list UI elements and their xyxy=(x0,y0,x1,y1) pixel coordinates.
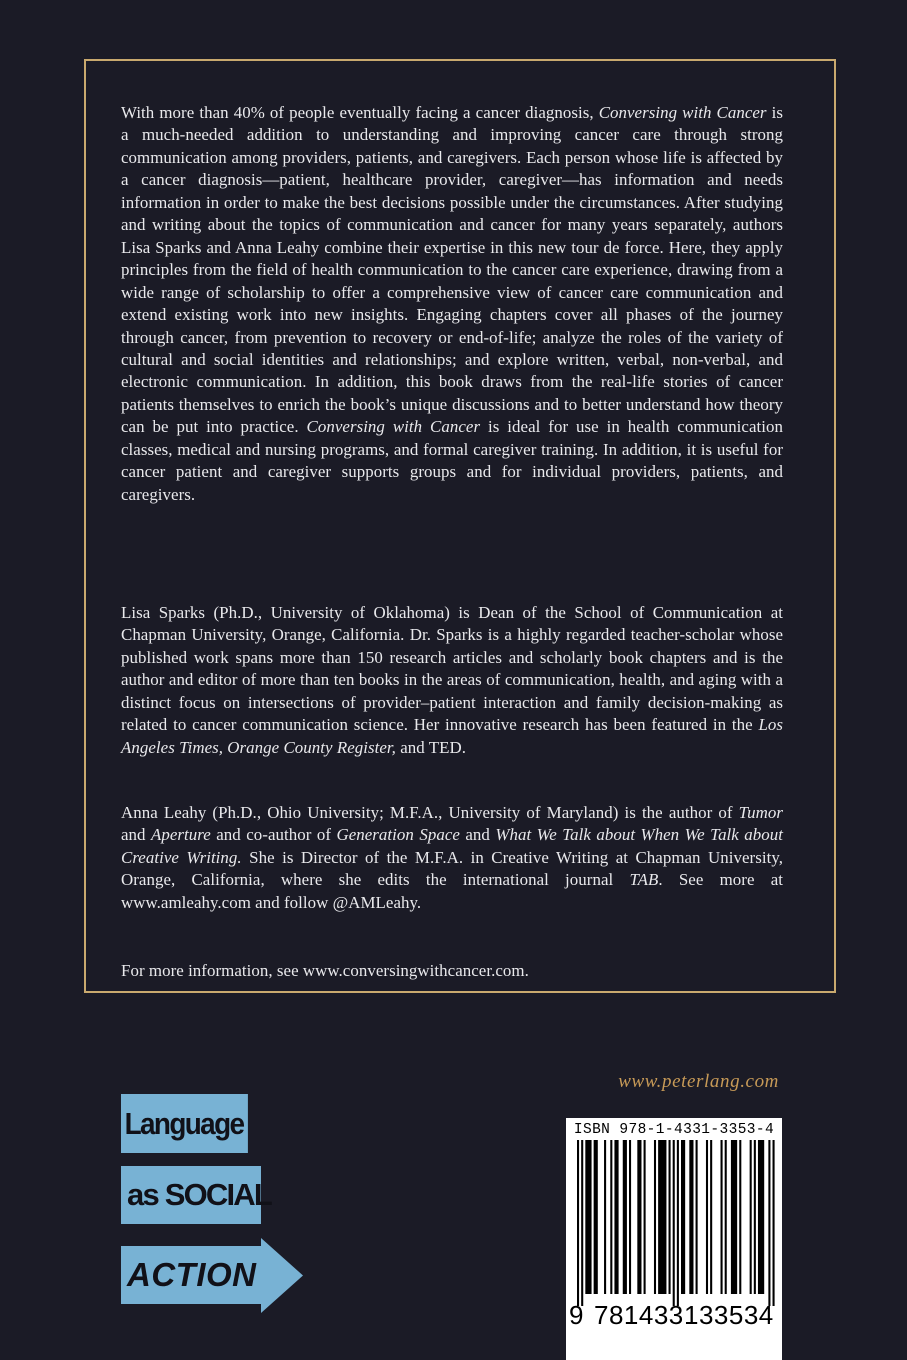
barcode-bar xyxy=(594,1140,598,1294)
barcode-bar xyxy=(710,1140,712,1294)
description-book-title-1: Conversing with Cancer xyxy=(598,103,767,122)
isbn-label: ISBN 978-1-4331-3353-4 xyxy=(573,1122,775,1138)
ean-right-digits: 133534 xyxy=(684,1300,774,1330)
bio-sparks-text-2: and TED. xyxy=(395,737,466,757)
bio-leahy-text-6: . See more at www.amleahy.com and follow @AMLeahy. xyxy=(121,870,783,912)
bio-leahy-journal-tab: TAB xyxy=(629,870,659,890)
barcode-bar xyxy=(739,1140,741,1294)
barcode-bar xyxy=(669,1140,671,1294)
bio-leahy-title-generation-space: Generation Space xyxy=(336,825,460,845)
barcode-guard-bar xyxy=(773,1140,775,1306)
barcode-bar xyxy=(696,1140,698,1294)
barcode-bar xyxy=(604,1140,606,1294)
description-book-title-2: Conversing with Cancer xyxy=(306,417,481,437)
series-logo-line-3-arrow xyxy=(121,1238,303,1313)
bio-sparks-publications: Los Angeles Times, Orange County Register, xyxy=(121,715,783,757)
barcode-bar xyxy=(629,1140,631,1294)
description-text-3: is ideal for use in health communication classes, medical and nursing programs, and formal caregiver training. In addition, it is useful for cancer patient and caregiver supports groups and for individual providers, patients, and caregivers. xyxy=(121,417,783,504)
barcode-guard-bar xyxy=(581,1140,583,1306)
description-paragraph xyxy=(121,102,783,506)
barcode-guard-bar xyxy=(768,1140,770,1306)
barcode-bar xyxy=(644,1140,646,1294)
barcode-bar xyxy=(754,1140,756,1294)
barcode-bar xyxy=(731,1140,737,1294)
description-text-2: is a much-needed addition to understanding and improving cancer care through strong communication among providers, patients, and caregivers. Each person whose life is affected by a cancer diagnosis—patient, healthcare provider, caregiver—has information and needs information in order to make the best decisions possible under the circumstances. After studying and writing about the topics of communication and cancer for many years separately, authors Lisa Sparks and Anna Leahy combine their expertise in this new tour de force. Here, they apply principles from the field of health communication to the cancer care experience, drawing from a wide range of scholarship to offer a comprehensive view of cancer care communication and extend existing work into new insights. Engaging chapters cover all phases of the journey through cancer, from prevention to recovery or end-of-life; analyze the roles of the variety of cultural and social identities and relationships; and explore written, verbal, non-verbal, and electronic communication. In addition, this book draws from the real-life stories of cancer patients themselves to enrich the book’s unique discussions and to better understand how theory can be put into practice. xyxy=(121,103,784,437)
more-info-line: For more information, see www.conversingwithcancer.com. xyxy=(121,961,529,980)
barcode-bar xyxy=(689,1140,693,1294)
barcode-bar xyxy=(623,1140,627,1294)
bio-leahy-title-aperture: Aperture xyxy=(150,825,211,845)
book-description xyxy=(121,102,783,506)
barcode-bar xyxy=(585,1140,591,1294)
barcode-bar xyxy=(681,1140,685,1294)
series-logo-line-2: as SOCIAL xyxy=(121,1166,261,1224)
barcode-bar xyxy=(758,1140,764,1294)
bio-leahy-title-tumor: Tumor xyxy=(738,803,783,822)
barcode-bar xyxy=(658,1140,666,1294)
barcode-guard-bar xyxy=(677,1140,679,1306)
barcode-bar xyxy=(614,1140,618,1294)
author-bio-sparks xyxy=(121,602,783,759)
barcode-guard-bar xyxy=(577,1140,579,1306)
bio-leahy-text-1: Anna Leahy (Ph.D., Ohio University; M.F.A., University of Maryland) is the author of xyxy=(121,803,739,822)
barcode-bar xyxy=(706,1140,708,1294)
barcode-bar xyxy=(750,1140,752,1294)
barcode-bar xyxy=(637,1140,641,1294)
bio-sparks-text-1: Lisa Sparks (Ph.D., University of Oklahoma) is Dean of the School of Communication at Chapman University, Orange, California. Dr. Sparks is a highly regarded teacher-scholar whose published work spans more than 150 research articles and scholarly book chapters and is the author and editor of more than ten books in the areas of communication, health, and aging with a distinct focus on intersections of provider–patient interaction and family decision-making as related to cancer communication science. Her innovative research has been featured in the xyxy=(121,603,783,735)
bio-leahy-text-2: and xyxy=(121,825,151,845)
bio-sparks-paragraph xyxy=(121,602,783,759)
ean-lead-digit: 9 xyxy=(569,1300,584,1330)
description-text-1: With more than 40% of people eventually facing a cancer diagnosis, xyxy=(121,103,599,122)
author-bio-leahy xyxy=(121,802,783,914)
isbn-barcode xyxy=(566,1118,782,1360)
barcode-bar xyxy=(721,1140,723,1294)
bio-leahy-title-creative-writing: What We Talk about When We Talk about Creative Writing. xyxy=(121,825,784,867)
bio-leahy-text-5: She is Director of the M.F.A. in Creative Writing at Chapman University, Orange, California, where she edits the international journal xyxy=(121,847,783,890)
barcode-bar xyxy=(725,1140,727,1294)
bio-leahy-paragraph xyxy=(121,802,783,914)
publisher-website: www.peterlang.com xyxy=(618,1071,779,1092)
barcode-guard-bar xyxy=(673,1140,675,1306)
series-logo-line-1: Language xyxy=(121,1094,248,1153)
ean-left-digits: 781433 xyxy=(594,1300,684,1330)
series-logo-line-3: ACTION xyxy=(127,1256,257,1293)
barcode-bar xyxy=(654,1140,656,1294)
bio-leahy-text-4: and xyxy=(459,825,496,845)
bio-leahy-text-3: and co-author of xyxy=(210,825,337,845)
barcode-bar xyxy=(610,1140,612,1294)
